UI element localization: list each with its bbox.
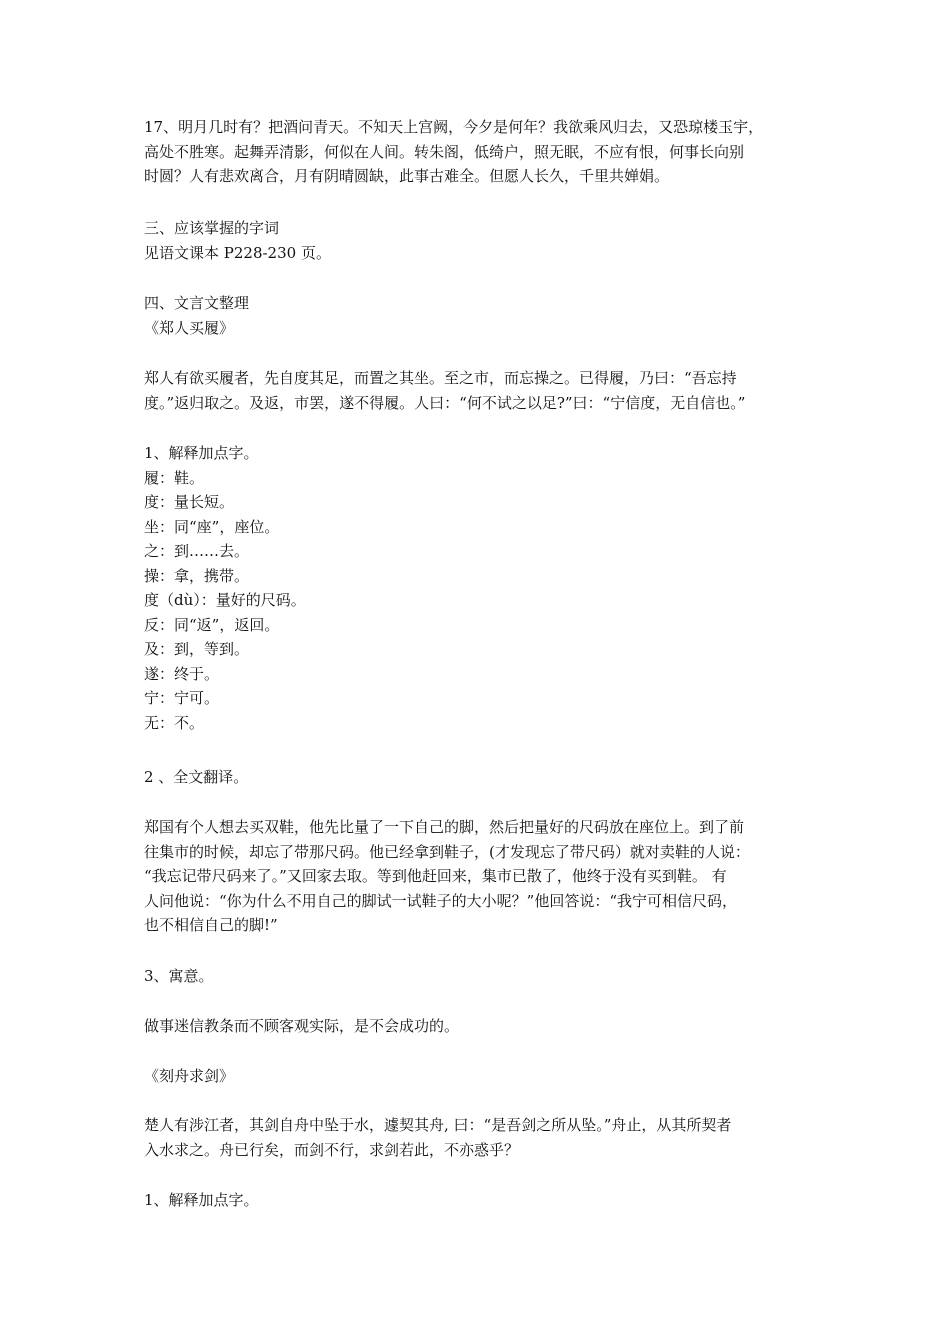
moral-block (144, 1014, 810, 1039)
translation-line: 人问他说：“你为什么不用自己的脚试一试鞋子的大小呢？”他回答说：“我宁可相信尺码， (144, 891, 738, 910)
story-title: 《郑人买履》 (144, 318, 235, 337)
original-text-line: 楚人有涉江者，其剑自舟中坠于水，遽契其舟, 曰：“是吾剑之所从坠。”舟止，从其所契者 (144, 1116, 732, 1134)
glossary-block (144, 441, 810, 735)
glossary-item: 及：到，等到。 (144, 640, 250, 658)
question-heading: 1、解释加点字。 (144, 1191, 259, 1209)
translation-line: 往集市的时候，却忘了带那尺码。他已经拿到鞋子，(才发现忘了带尺码）就对卖鞋的人说： (144, 842, 750, 861)
original-text-paragraph (144, 366, 810, 415)
glossary-item: 无：不。 (144, 713, 205, 732)
poem-paragraph (144, 115, 810, 189)
story2-original-paragraph (144, 1113, 810, 1162)
section-heading: 三、应该掌握的字词 (144, 219, 280, 237)
original-text-line: 郑人有欲买履者，先自度其足，而置之其坐。至之市，而忘操之。已得履，乃曰：“吾忘持 (144, 369, 737, 387)
original-text-line: 入水求之。舟已行矣，而剑不行，求剑若此，不亦惑乎？ (144, 1140, 520, 1159)
translation-heading-block (144, 765, 810, 790)
section-4-header (144, 291, 810, 340)
story-title: 《刻舟求剑》 (144, 1067, 235, 1085)
moral-heading-block (144, 964, 810, 989)
translation-line: 也不相信自己的脚!” (144, 916, 278, 934)
glossary-item: 遂：终于。 (144, 664, 220, 683)
original-text-line: 度。”返归取之。及返，市罢，遂不得履。人曰：“何不试之以足?”曰：“宁信度，无自信也。” (144, 393, 746, 412)
glossary-item: 反：同“返”，返回。 (144, 615, 280, 634)
glossary-item: 度：量长短。 (144, 493, 235, 511)
glossary-item: 度（dù）：量好的尺码。 (144, 591, 306, 609)
section-3 (144, 216, 810, 265)
question-heading: 1、解释加点字。 (144, 444, 259, 462)
glossary-item: 之：到……去。 (144, 542, 250, 560)
poem-line: 17、明月几时有？把酒问青天。不知天上宫阙，今夕是何年？我欲乘风归去，又恐琼楼玉宇， (144, 118, 764, 136)
translation-paragraph (144, 815, 810, 938)
story2-question-block (144, 1188, 810, 1213)
section-heading: 四、文言文整理 (144, 294, 250, 312)
glossary-item: 操：拿，携带。 (144, 566, 250, 585)
glossary-item: 坐：同“座”，座位。 (144, 517, 280, 536)
question-heading: 3、寓意。 (144, 967, 214, 985)
moral-text: 做事迷信教条而不顾客观实际，是不会成功的。 (144, 1017, 460, 1035)
story2-title-block (144, 1064, 810, 1089)
glossary-item: 宁：宁可。 (144, 689, 220, 707)
glossary-item: 履：鞋。 (144, 468, 205, 487)
translation-line: 郑国有个人想去买双鞋，他先比量了一下自己的脚，然后把量好的尺码放在座位上。到了前 (144, 818, 745, 836)
section-text: 见语文课本 P228-230 页。 (144, 243, 331, 262)
translation-line: “我忘记带尺码来了。”又回家去取。等到他赶回来，集市已散了，他终于没有买到鞋。 有 (144, 867, 727, 885)
question-heading: 2 、全文翻译。 (144, 768, 249, 786)
poem-line: 时圆？人有悲欢离合，月有阴晴圆缺，此事古难全。但愿人长久，千里共婵娟。 (144, 167, 670, 185)
poem-line: 高处不胜寒。起舞弄清影，何似在人间。转朱阁，低绮户，照无眠，不应有恨，何事长向别 (144, 142, 745, 161)
